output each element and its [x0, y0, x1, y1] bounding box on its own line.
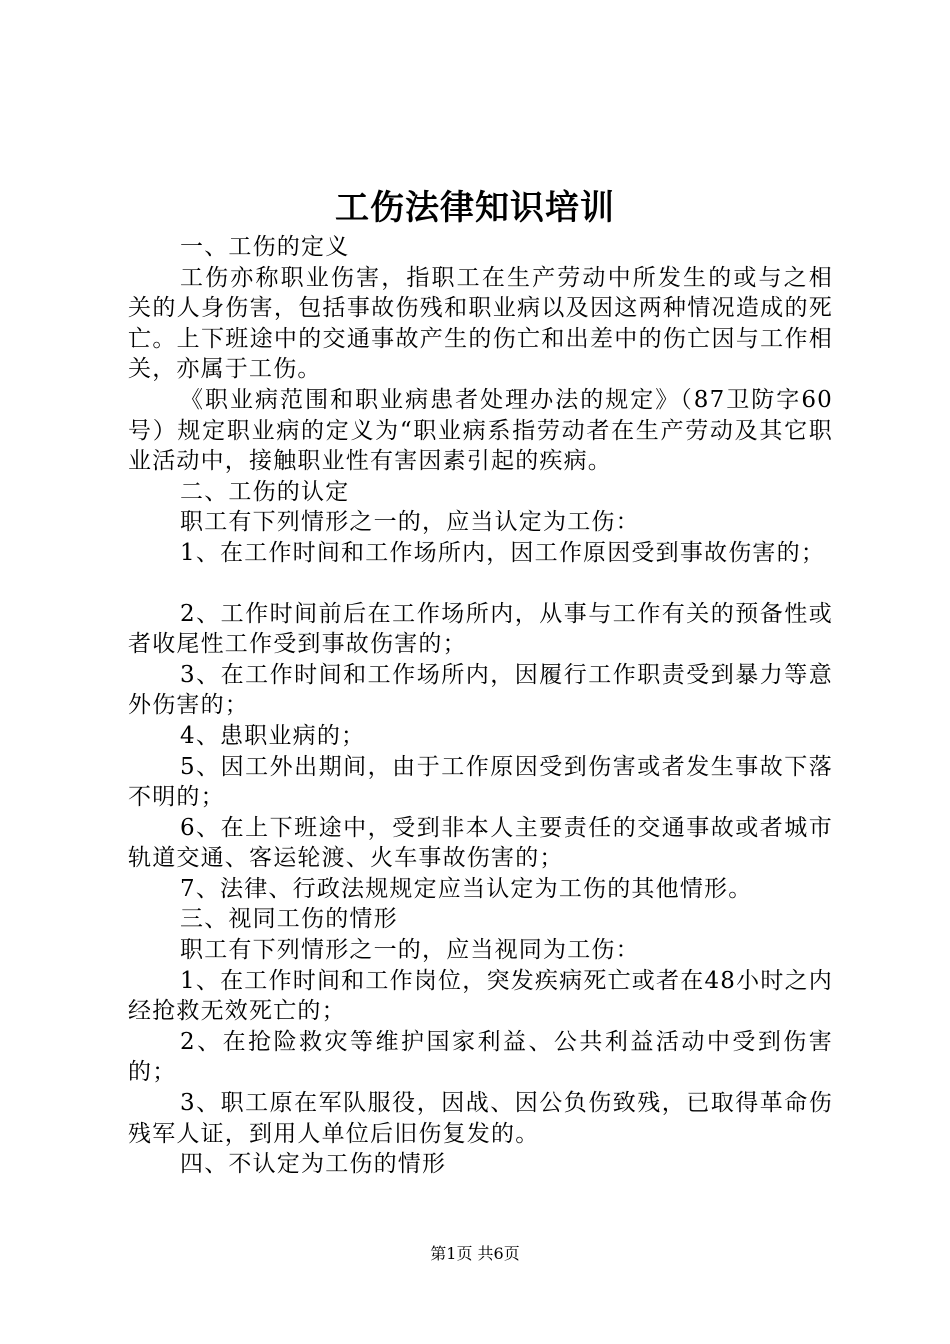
section-heading-deemed: 三、视同工伤的情形 — [180, 906, 398, 933]
list-item: 3、职工原在军队服役，因战、因公负伤致残，已取得革命伤残军人证，到用人单位后旧伤复发的。 — [128, 1090, 833, 1147]
section-heading-recognition: 二、工伤的认定 — [180, 478, 350, 505]
list-item: 1、在工作时间和工作场所内，因工作原因受到事故伤害的； — [180, 539, 826, 566]
list-item: 3、在工作时间和工作场所内，因履行工作职责受到暴力等意外伤害的； — [128, 661, 833, 719]
list-item: 7、法律、行政法规规定应当认定为工伤的其他情形。 — [180, 875, 753, 902]
section-heading-not-recognized: 四、不认定为工伤的情形 — [180, 1151, 447, 1178]
page-number-footer: 第1页 共6页 — [430, 1244, 520, 1263]
paragraph-deemed-intro: 职工有下列情形之一的，应当视同为工伤： — [180, 937, 640, 964]
document-title: 工伤法律知识培训 — [335, 188, 615, 228]
list-item: 6、在上下班途中，受到非本人主要责任的交通事故或者城市轨道交通、客运轮渡、火车事故伤害的； — [128, 814, 833, 872]
list-item: 5、因工外出期间，由于工作原因受到伤害或者发生事故下落不明的； — [128, 753, 833, 811]
list-item: 1、在工作时间和工作岗位，突发疾病死亡或者在48小时之内经抢救无效死亡的； — [128, 967, 833, 1025]
paragraph-definition: 工伤亦称职业伤害，指职工在生产劳动中所发生的或与之相关的人身伤害，包括事故伤残和职业病以及因这两种情况造成的死亡。上下班途中的交通事故产生的伤亡和出差中的伤亡因与工作相关，亦属于工伤。 — [128, 264, 833, 383]
paragraph-occupational-disease: 《职业病范围和职业病患者处理办法的规定》（87卫防字60号）规定职业病的定义为“职业病系指劳动者在生产劳动及其它职业活动中，接触职业性有害因素引起的疾病。 — [128, 386, 833, 475]
paragraph-recognition-intro: 职工有下列情形之一的，应当认定为工伤： — [180, 509, 640, 536]
section-heading-definition: 一、工伤的定义 — [180, 234, 350, 260]
list-item: 2、在抢险救灾等维护国家利益、公共利益活动中受到伤害的； — [128, 1028, 833, 1086]
list-item: 4、患职业病的； — [180, 722, 366, 749]
list-item: 2、工作时间前后在工作场所内，从事与工作有关的预备性或者收尾性工作受到事故伤害的； — [128, 600, 833, 658]
document-body — [128, 232, 833, 1180]
